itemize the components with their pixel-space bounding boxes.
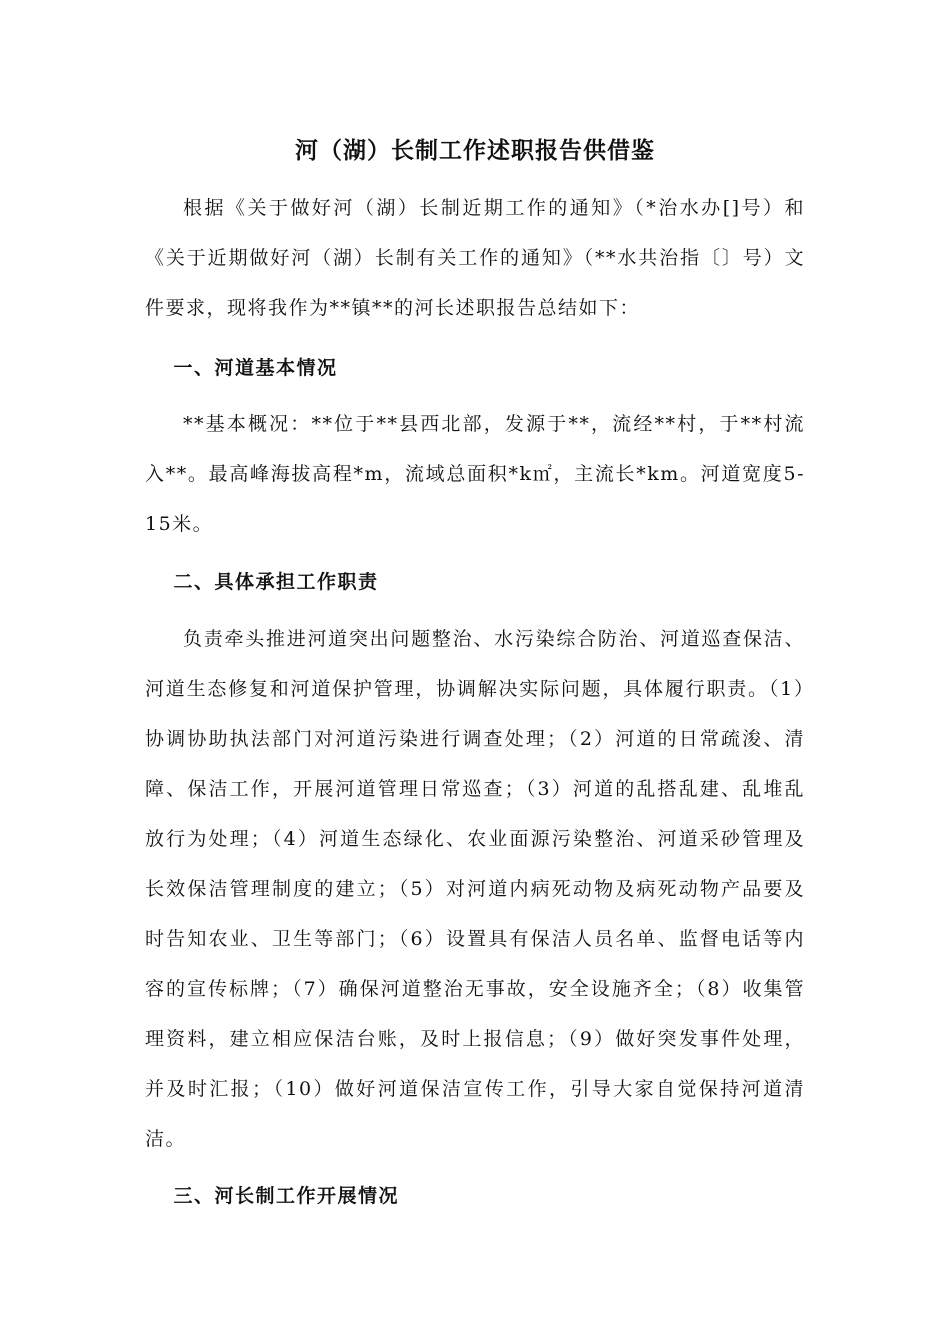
section-3-heading: 三、河长制工作开展情况 [173, 1185, 400, 1207]
section-1-paragraph: **基本概况：**位于**县西北部，发源于**，流经**村，于**村流入**。最高峰海拔高程*m，流域总面积*k㎡，主流长*km。河道宽度5-15米。 [145, 413, 805, 535]
section-1 [145, 343, 805, 393]
section-2 [145, 557, 805, 607]
section-1-heading: 一、河道基本情况 [173, 357, 338, 379]
section-3 [145, 1171, 805, 1221]
intro-block [145, 183, 805, 333]
document-title: 河（湖）长制工作述职报告供借鉴 [295, 137, 655, 164]
section-2-heading: 二、具体承担工作职责 [173, 571, 379, 593]
section-2-body-block [145, 614, 805, 1164]
intro-paragraph: 根据《关于做好河（湖）长制近期工作的通知》（*治水办[]号）和《关于近期做好河（湖）长制有关工作的通知》（**水共治指〔〕号）文件要求，现将我作为**镇**的河长述职报告总结如下： [145, 197, 805, 319]
section-1-body-block [145, 399, 805, 549]
section-2-paragraph: 负责牵头推进河道突出问题整治、水污染综合防治、河道巡查保洁、河道生态修复和河道保护管理，协调解决实际问题，具体履行职责。（1）协调协助执法部门对河道污染进行调查处理；（2）河道的日常疏浚、清障、保洁工作，开展河道管理日常巡查；（3）河道的乱搭乱建、乱堆乱放行为处理；（4）河道生态绿化、农业面源污染整治、河道采砂管理及长效保洁管理制度的建立；（5）对河道内病死动物及病死动物产品要及时告知农业、卫生等部门；（6）设置具有保洁人员名单、监督电话等内容的宣传标牌；（7）确保河道整治无事故，安全设施齐全；（8）收集管理资料，建立相应保洁台账，及时上报信息；（9）做好突发事件处理，并及时汇报；（10）做好河道保洁宣传工作，引导大家自觉保持河道清洁。 [145, 628, 805, 1150]
